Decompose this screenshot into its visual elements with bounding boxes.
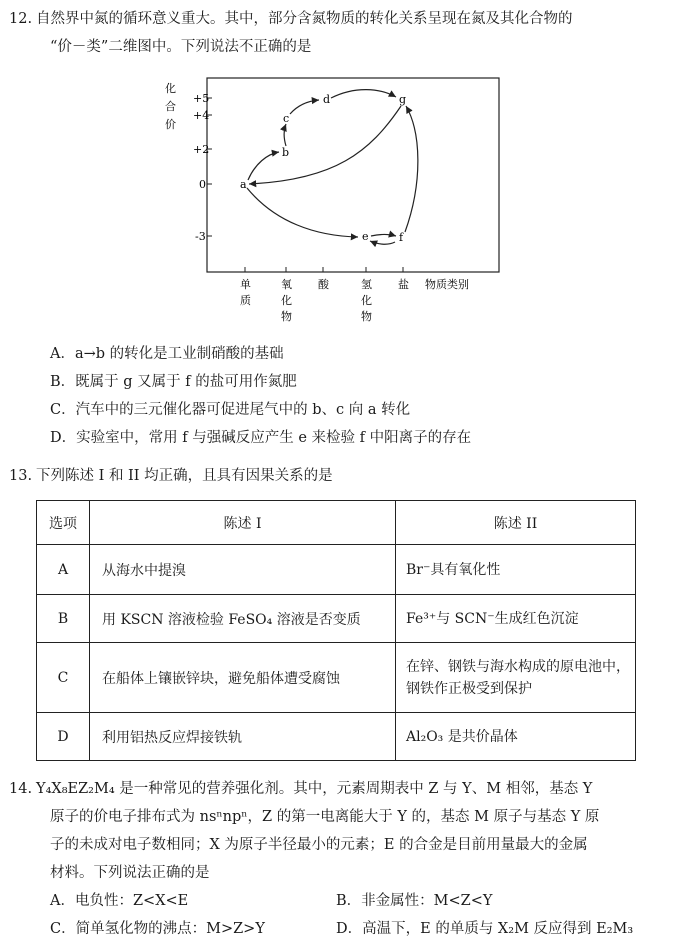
table-row [37,545,636,595]
q14-stem-line1: Y₄X₈EZ₂M₄ 是一种常见的营养强化剂。其中，元素周期表中 Z 与 Y、M 相邻，基态 Y [36,781,593,797]
y-tick-plus2: +2 [193,143,210,156]
point-d: d [323,93,331,106]
x-label-salt [398,277,409,291]
table-header-row [37,501,636,545]
header-option: 选项 [37,501,90,545]
x-label-hydride [361,277,372,323]
q12-stem-line1: 自然界中氮的循环意义重大。其中，部分含氮物质的转化关系呈现在氮及其化合物的 [36,11,573,27]
svg-text:酸: 酸 [318,278,329,291]
q13-table [36,500,636,761]
point-b: b [282,146,290,159]
q12-option-b: B．既属于 g 又属于 f 的盐可用作氮肥 [50,374,297,390]
q14-number: 14. [9,781,33,797]
arrow-g-to-a [249,106,401,184]
svg-text:单: 单 [240,278,251,291]
q12-number: 12. [9,11,33,27]
row-statement-2: Br⁻具有氧化性 [396,545,636,595]
y-tick-plus5: +5 [193,92,210,105]
row-key: A [37,545,90,595]
arrow-f-to-e [370,241,395,244]
x-label-oxide [281,277,292,323]
row-statement-1: 利用铝热反应焊接铁轨 [90,713,396,761]
arrow-a-to-b [248,152,279,180]
x-label-element [240,278,251,307]
svg-text:化: 化 [281,294,292,307]
row-statement-2: Al₂O₃ 是共价晶体 [396,713,636,761]
q12-option-d: D．实验室中，常用 f 与强碱反应产生 e 来检验 f 中阳离子的存在 [50,430,472,446]
q12-option-c: C．汽车中的三元催化器可促进尾气中的 b、c 向 a 转化 [50,402,411,418]
y-tick-plus4: +4 [193,109,210,122]
svg-text:质: 质 [240,294,251,307]
svg-text:氢: 氢 [361,278,372,291]
header-statement-2: 陈述 II [396,501,636,545]
y-tick-minus3: -3 [195,230,206,243]
row-key: C [37,643,90,713]
x-axis-label: 物质类别 [425,278,469,291]
q13-stem: 下列陈述 I 和 II 均正确，且具有因果关系的是 [36,468,333,484]
point-f: f [399,231,404,244]
valence-category-diagram [155,72,515,336]
arrow-d-to-g [331,90,396,98]
svg-text:物: 物 [361,310,372,323]
svg-text:物: 物 [281,310,292,323]
row-statement-2: Fe³⁺与 SCN⁻生成红色沉淀 [396,595,636,643]
row-statement-1: 在船体上镶嵌锌块，避免船体遭受腐蚀 [90,643,396,713]
q14-stem-line4: 材料。下列说法正确的是 [50,865,210,881]
y-axis-label-char1: 化 [165,82,176,95]
svg-text:化: 化 [361,294,372,307]
point-g: g [399,93,407,106]
row-statement-1: 用 KSCN 溶液检验 FeSO₄ 溶液是否变质 [90,595,396,643]
row-statement-1: 从海水中提溴 [90,545,396,595]
y-axis-label-char2: 合 [165,100,176,113]
q14-option-d: D．高温下，E 的单质与 X₂M 反应得到 E₂M₃ [336,921,634,937]
q13-number: 13. [9,468,33,484]
point-e: e [362,230,369,243]
row-statement-2: 在锌、钢铁与海水构成的原电池中，钢铁作正极受到保护 [396,643,636,713]
arrow-b-to-c [284,124,286,146]
arrow-e-to-f [371,235,396,237]
point-a: a [240,178,247,191]
row-key: D [37,713,90,761]
x-label-acid [318,277,330,291]
table-row [37,713,636,761]
table-row [37,595,636,643]
svg-text:盐: 盐 [398,278,409,291]
table-row [37,643,636,713]
q12-stem-line2: “价－类”二维图中。下列说法不正确的是 [50,39,312,55]
point-c: c [283,112,290,125]
q14-stem-line3: 子的未成对电子数相同；X 为原子半径最小的元素；E 的合金是目前用量最大的金属 [50,837,588,853]
q14-stem-line2: 原子的价电子排布式为 nsⁿnpⁿ，Z 的第一电离能大于 Y 的，基态 M 原子与基态 Y 原 [50,809,600,825]
arrow-c-to-d [290,100,319,114]
svg-text:氧: 氧 [281,278,292,291]
q14-option-c: C．简单氢化物的沸点：M>Z>Y [50,921,265,937]
arrow-a-to-e [247,188,358,237]
q14-option-a: A．电负性：Z<X<E [50,893,189,909]
y-axis-label-char3: 价 [165,118,176,131]
arrow-f-to-g [405,106,418,232]
y-tick-zero: 0 [199,178,206,191]
row-key: B [37,595,90,643]
q14-option-b: B．非金属性：M<Z<Y [336,893,493,909]
q12-option-a: A．a→b 的转化是工业制硝酸的基础 [50,346,284,362]
header-statement-1: 陈述 I [90,501,396,545]
